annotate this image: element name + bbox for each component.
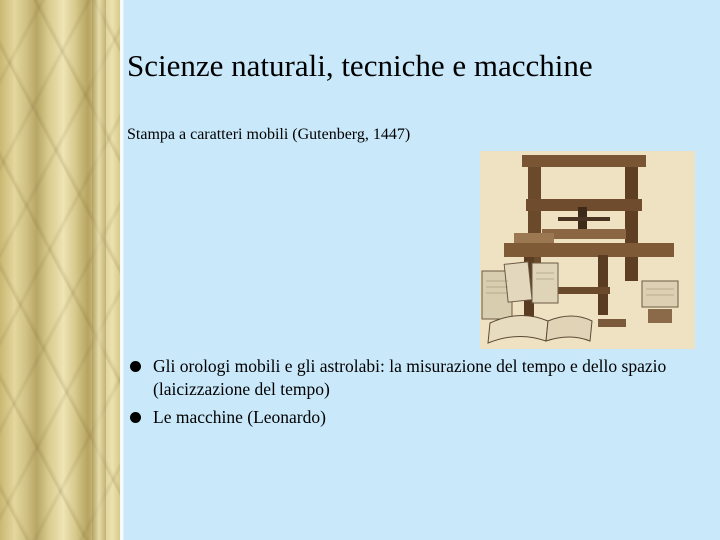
bullet-dot-icon (130, 361, 141, 372)
slide-title: Scienze naturali, tecniche e macchine (127, 48, 593, 83)
bullet-item (130, 406, 690, 429)
bullet-dot-icon (130, 412, 141, 423)
bullet-item (130, 355, 690, 401)
image-caption: Stampa a caratteri mobili (Gutenberg, 1447) (127, 126, 411, 143)
marble-highlight-band (92, 0, 106, 540)
printing-press-image (480, 151, 695, 349)
border-edge-line (120, 0, 124, 540)
bullet-text: Gli orologi mobili e gli astrolabi: la misurazione del tempo e dello spazio (laicizzazione del tempo) (153, 356, 667, 399)
bullet-list (130, 355, 690, 434)
bullet-text: Le macchine (Leonardo) (153, 407, 326, 427)
